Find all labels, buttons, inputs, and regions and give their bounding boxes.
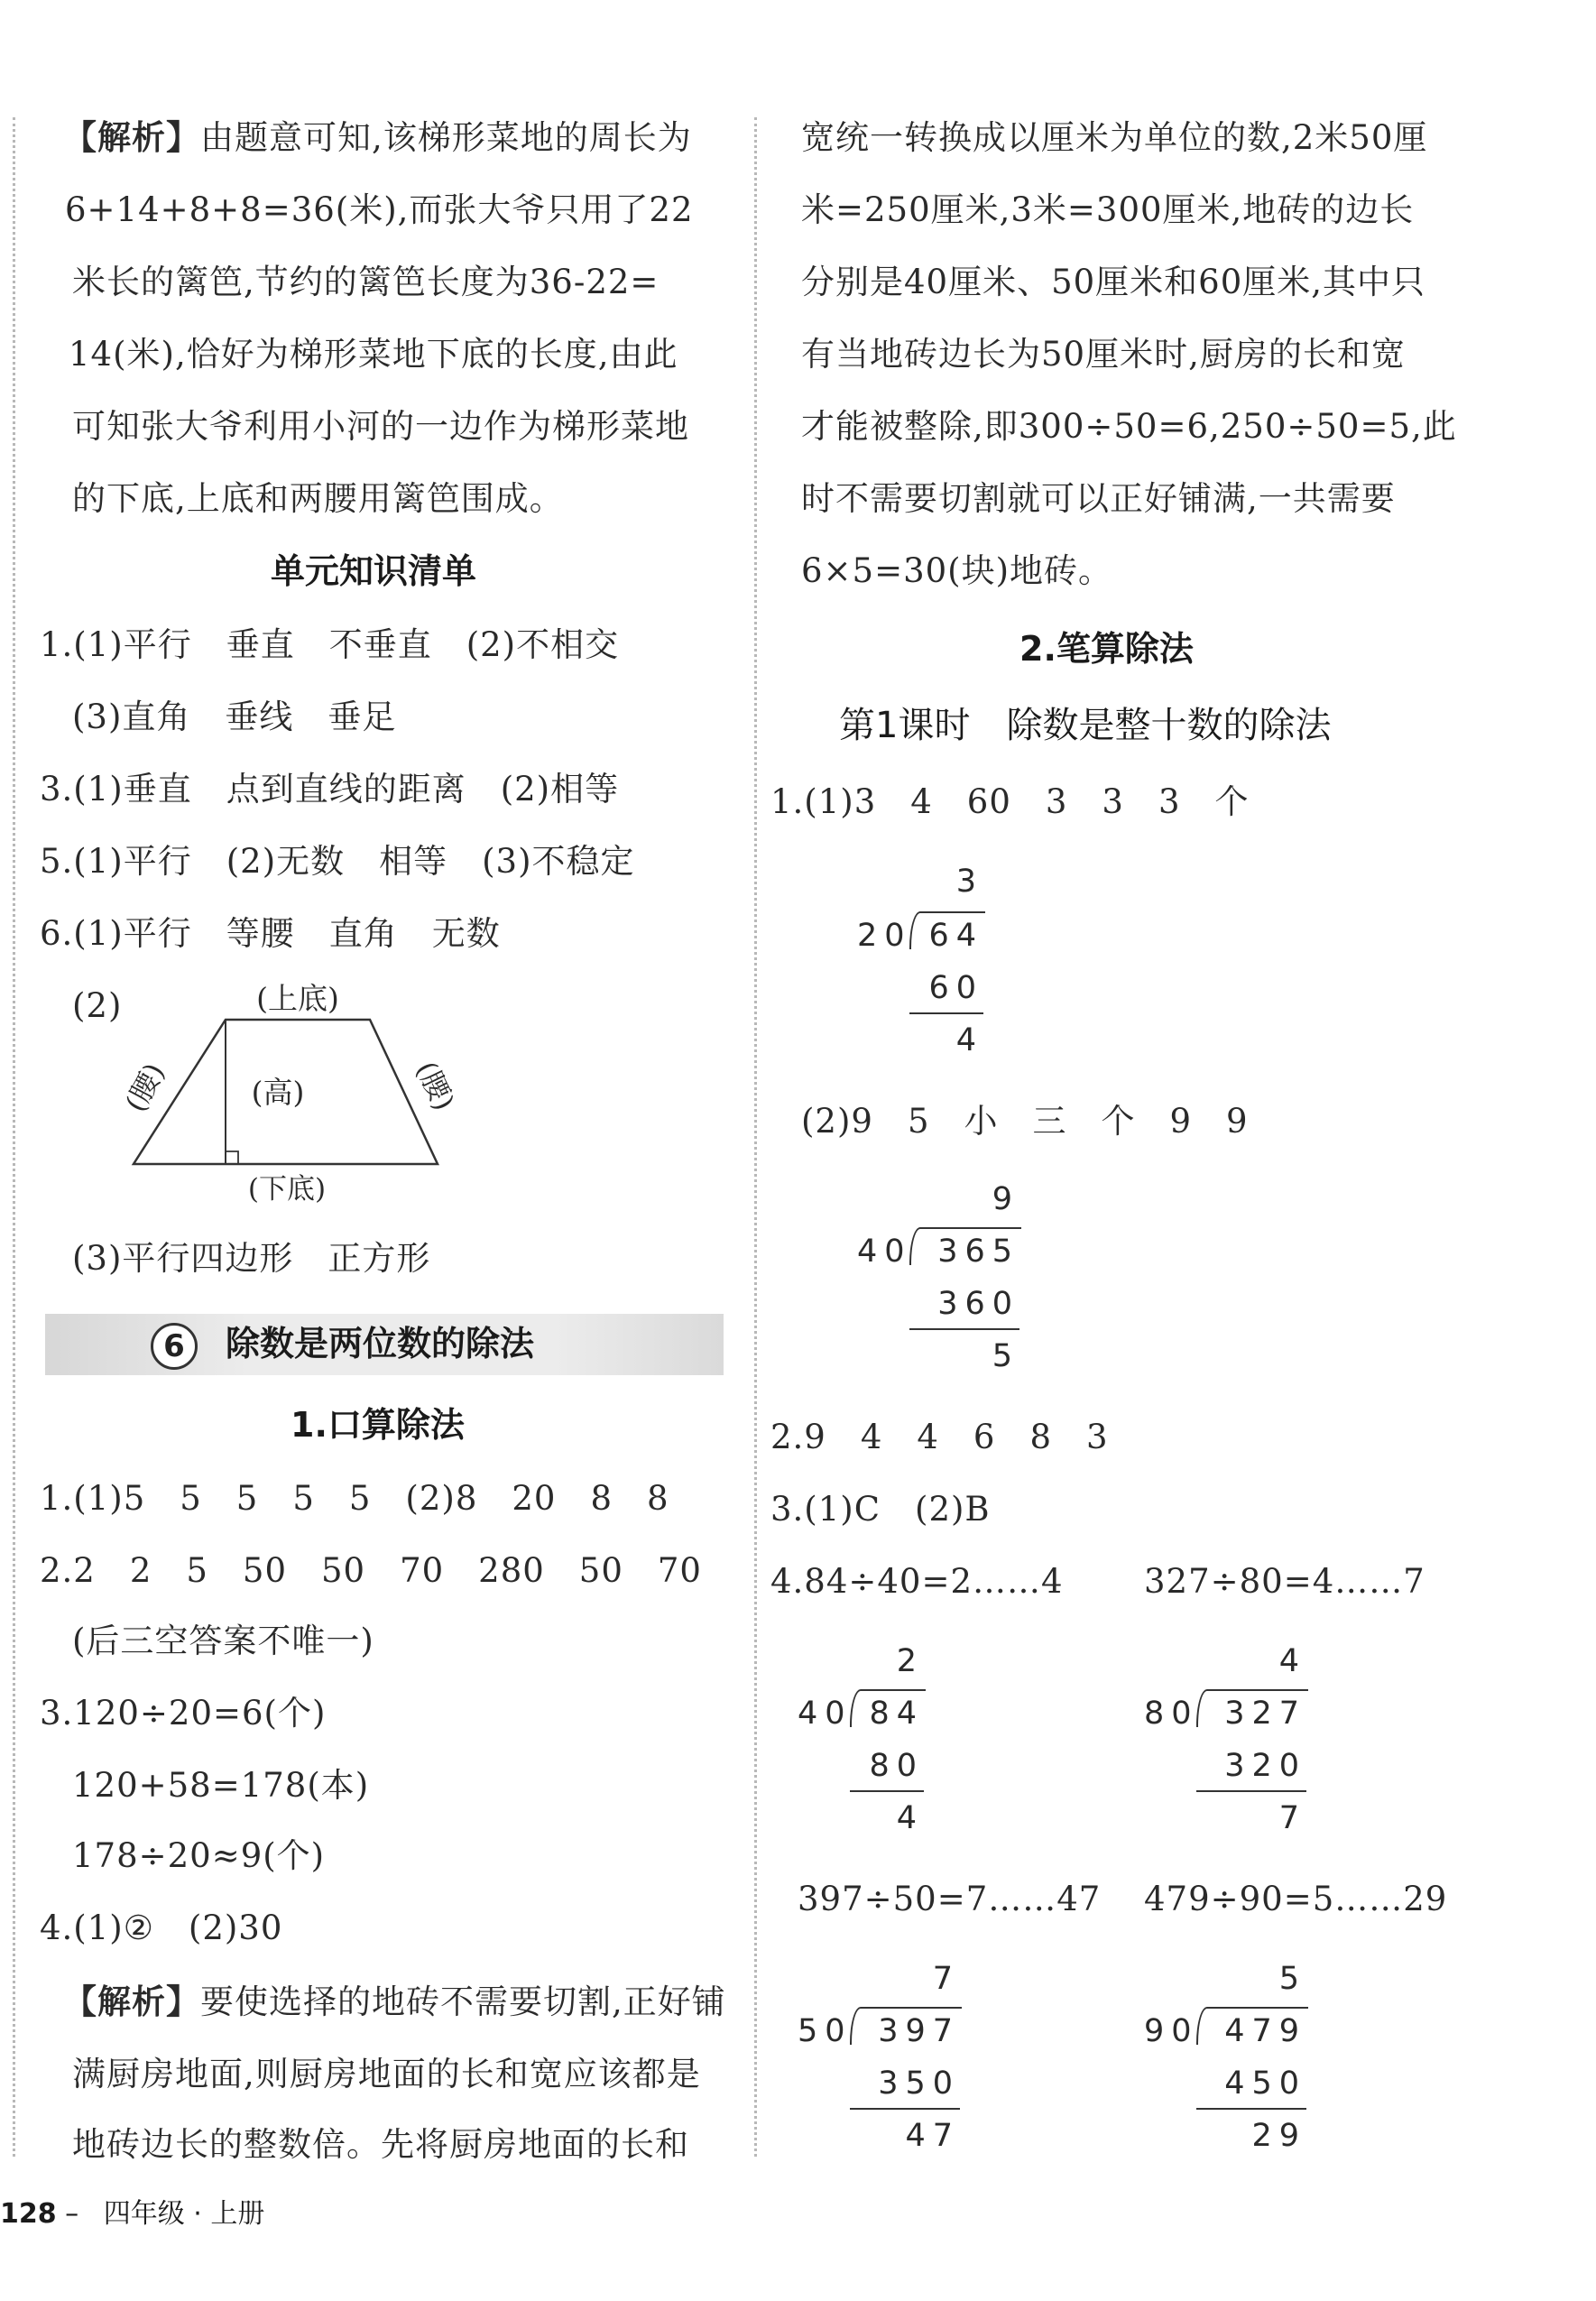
quotient: 3 — [955, 864, 983, 900]
list-item: 397÷50=7……47 — [798, 1880, 1102, 1918]
list-item: (后三空答案不唯一) — [72, 1622, 374, 1660]
remainder: 4 — [896, 1800, 924, 1836]
analysis-line-4: 14(米),恰好为梯形菜地下底的长度,由此 — [69, 335, 678, 374]
text-line: 分别是40厘米、50厘米和60厘米,其中只 — [801, 263, 1426, 301]
divisor: 50 — [798, 2013, 853, 2049]
quotient: 2 — [896, 1643, 924, 1679]
text-line: 时不需要切割就可以正好铺满,一共需要 — [801, 479, 1396, 518]
long-division-2 — [857, 1181, 1019, 1374]
quotient: 9 — [992, 1181, 1019, 1217]
subtrahend: 350 — [878, 2065, 960, 2102]
list-item: (2)9 5 小 三 个 9 9 — [801, 1102, 1249, 1141]
analysis-line-1: 【解析】由题意可知,该梯形菜地的周长为 — [63, 118, 692, 157]
list-item: 2.2 2 5 50 50 70 280 50 70 — [40, 1551, 702, 1590]
list-item: 1.(1)3 4 60 3 3 3 个 — [770, 782, 1250, 821]
dividend: 64 — [928, 918, 983, 954]
subtraction-line — [850, 2108, 960, 2110]
text-line: 才能被整除,即300÷50=6,250÷50=5,此 — [801, 407, 1457, 446]
list-item: 1.(1)平行 垂直 不垂直 (2)不相交 — [40, 625, 620, 664]
quotient: 5 — [1278, 1961, 1306, 1997]
analysis-line-5: 可知张大爷利用小河的一边作为梯形菜地 — [72, 407, 689, 446]
remainder: 4 — [955, 1022, 983, 1058]
remainder: 47 — [905, 2118, 960, 2154]
list-item: 120+58=178(本) — [72, 1766, 370, 1805]
list-item: 5.(1)平行 (2)无数 相等 (3)不稳定 — [40, 842, 635, 881]
subtrahend: 450 — [1224, 2065, 1306, 2102]
footer-dash: – — [65, 2198, 79, 2230]
divisor: 40 — [857, 1234, 912, 1270]
analysis-line-2: 6+14+8+8=36(米),而张大爷只用了22 — [65, 190, 694, 229]
analysis2-line-1: 【解析】要使选择的地砖不需要切割,正好铺 — [63, 1982, 726, 2021]
text-line: 宽统一转换成以厘米为单位的数,2米50厘 — [801, 118, 1428, 157]
list-item: 178÷20≈9(个) — [72, 1836, 326, 1875]
quotient: 4 — [1278, 1643, 1306, 1679]
subtraction-line — [850, 1790, 924, 1792]
divisor: 40 — [798, 1696, 853, 1732]
analysis2-line-2: 满厨房地面,则厨房地面的长和宽应该都是 — [72, 2055, 701, 2093]
dividend: 327 — [1224, 1696, 1306, 1732]
quotient: 7 — [932, 1961, 960, 1997]
text-line: 米=250厘米,3米=300厘米,地砖的边长 — [801, 190, 1415, 229]
list-item: (2) — [72, 986, 123, 1025]
long-division-5 — [798, 1961, 960, 2154]
list-item: (3)平行四边形 正方形 — [72, 1239, 431, 1278]
remainder: 29 — [1251, 2118, 1306, 2154]
label-bottom-base: (下底) — [247, 1173, 327, 1206]
subtrahend: 80 — [869, 1748, 924, 1784]
long-division-1 — [857, 866, 983, 1056]
subtrahend: 320 — [1224, 1748, 1306, 1784]
divisor: 80 — [1144, 1696, 1199, 1732]
subtrahend: 60 — [928, 970, 983, 1006]
list-item: 4.84÷40=2……4 — [770, 1562, 1064, 1601]
list-item: 6.(1)平行 等腰 直角 无数 — [40, 914, 501, 953]
column-divider-dotted-line — [754, 117, 757, 2157]
label-left-leg: (腰) — [119, 1058, 172, 1118]
text-line: 6×5=30(块)地砖。 — [801, 551, 1113, 590]
list-item: 327÷80=4……7 — [1144, 1562, 1425, 1601]
label-top-base: (上底) — [256, 981, 339, 1016]
text-line: 有当地砖边长为50厘米时,厨房的长和宽 — [801, 335, 1406, 374]
subsection-title: 1.口算除法 — [291, 1405, 465, 1445]
trapezoid-diagram — [117, 979, 460, 1214]
section-title-knowledge-list: 单元知识清单 — [271, 551, 477, 591]
chapter-title: 除数是两位数的除法 — [226, 1324, 535, 1363]
long-division-6 — [1144, 1961, 1306, 2154]
list-item: 4.(1)② (2)30 — [40, 1908, 283, 1947]
label-right-leg: (腰) — [409, 1056, 460, 1116]
remainder: 5 — [992, 1338, 1019, 1374]
subtraction-line — [1196, 2108, 1306, 2110]
divisor: 90 — [1144, 2013, 1199, 2049]
subtraction-line — [909, 1328, 1019, 1330]
list-item: 479÷90=5……29 — [1144, 1880, 1448, 1918]
analysis-label: 【解析】 — [63, 118, 200, 157]
analysis-label: 【解析】 — [63, 1982, 200, 2021]
list-item: 3.120÷20=6(个) — [40, 1694, 327, 1733]
page-number: 128 — [0, 2198, 57, 2230]
grade-label: 四年级 · 上册 — [103, 2198, 265, 2230]
remainder: 7 — [1278, 1800, 1306, 1836]
right-angle-mark — [226, 1151, 238, 1164]
dividend: 365 — [937, 1234, 1019, 1270]
page-footer — [0, 2191, 264, 2231]
dividend: 397 — [878, 2013, 960, 2049]
subtraction-line — [1196, 1790, 1306, 1792]
list-item: 2.9 4 4 6 8 3 — [770, 1418, 1109, 1456]
label-height: (高) — [251, 1075, 305, 1110]
divisor: 20 — [857, 918, 912, 954]
analysis-line-3: 米长的篱笆,节约的篱笆长度为36-22= — [72, 263, 660, 301]
left-margin-dotted-line — [13, 117, 15, 2157]
subtrahend: 360 — [937, 1286, 1019, 1322]
long-division-4 — [1144, 1643, 1306, 1836]
list-item: (3)直角 垂线 垂足 — [72, 698, 397, 736]
list-item: 3.(1)垂直 点到直线的距离 (2)相等 — [40, 770, 620, 809]
section-title-written-division: 2.笔算除法 — [1019, 629, 1194, 669]
subtraction-line — [909, 1012, 983, 1014]
analysis2-line-3: 地砖边长的整数倍。先将厨房地面的长和 — [72, 2125, 689, 2164]
chapter-number-badge: 6 — [151, 1323, 198, 1370]
dividend: 479 — [1224, 2013, 1306, 2049]
list-item: 3.(1)C (2)B — [770, 1490, 991, 1529]
dividend: 84 — [869, 1696, 924, 1732]
long-division-3 — [798, 1643, 924, 1836]
analysis-line-6: 的下底,上底和两腰用篱笆围成。 — [72, 479, 564, 518]
lesson-title: 第1课时 除数是整十数的除法 — [839, 705, 1332, 746]
list-item: 1.(1)5 5 5 5 5 (2)8 20 8 8 — [40, 1479, 669, 1518]
